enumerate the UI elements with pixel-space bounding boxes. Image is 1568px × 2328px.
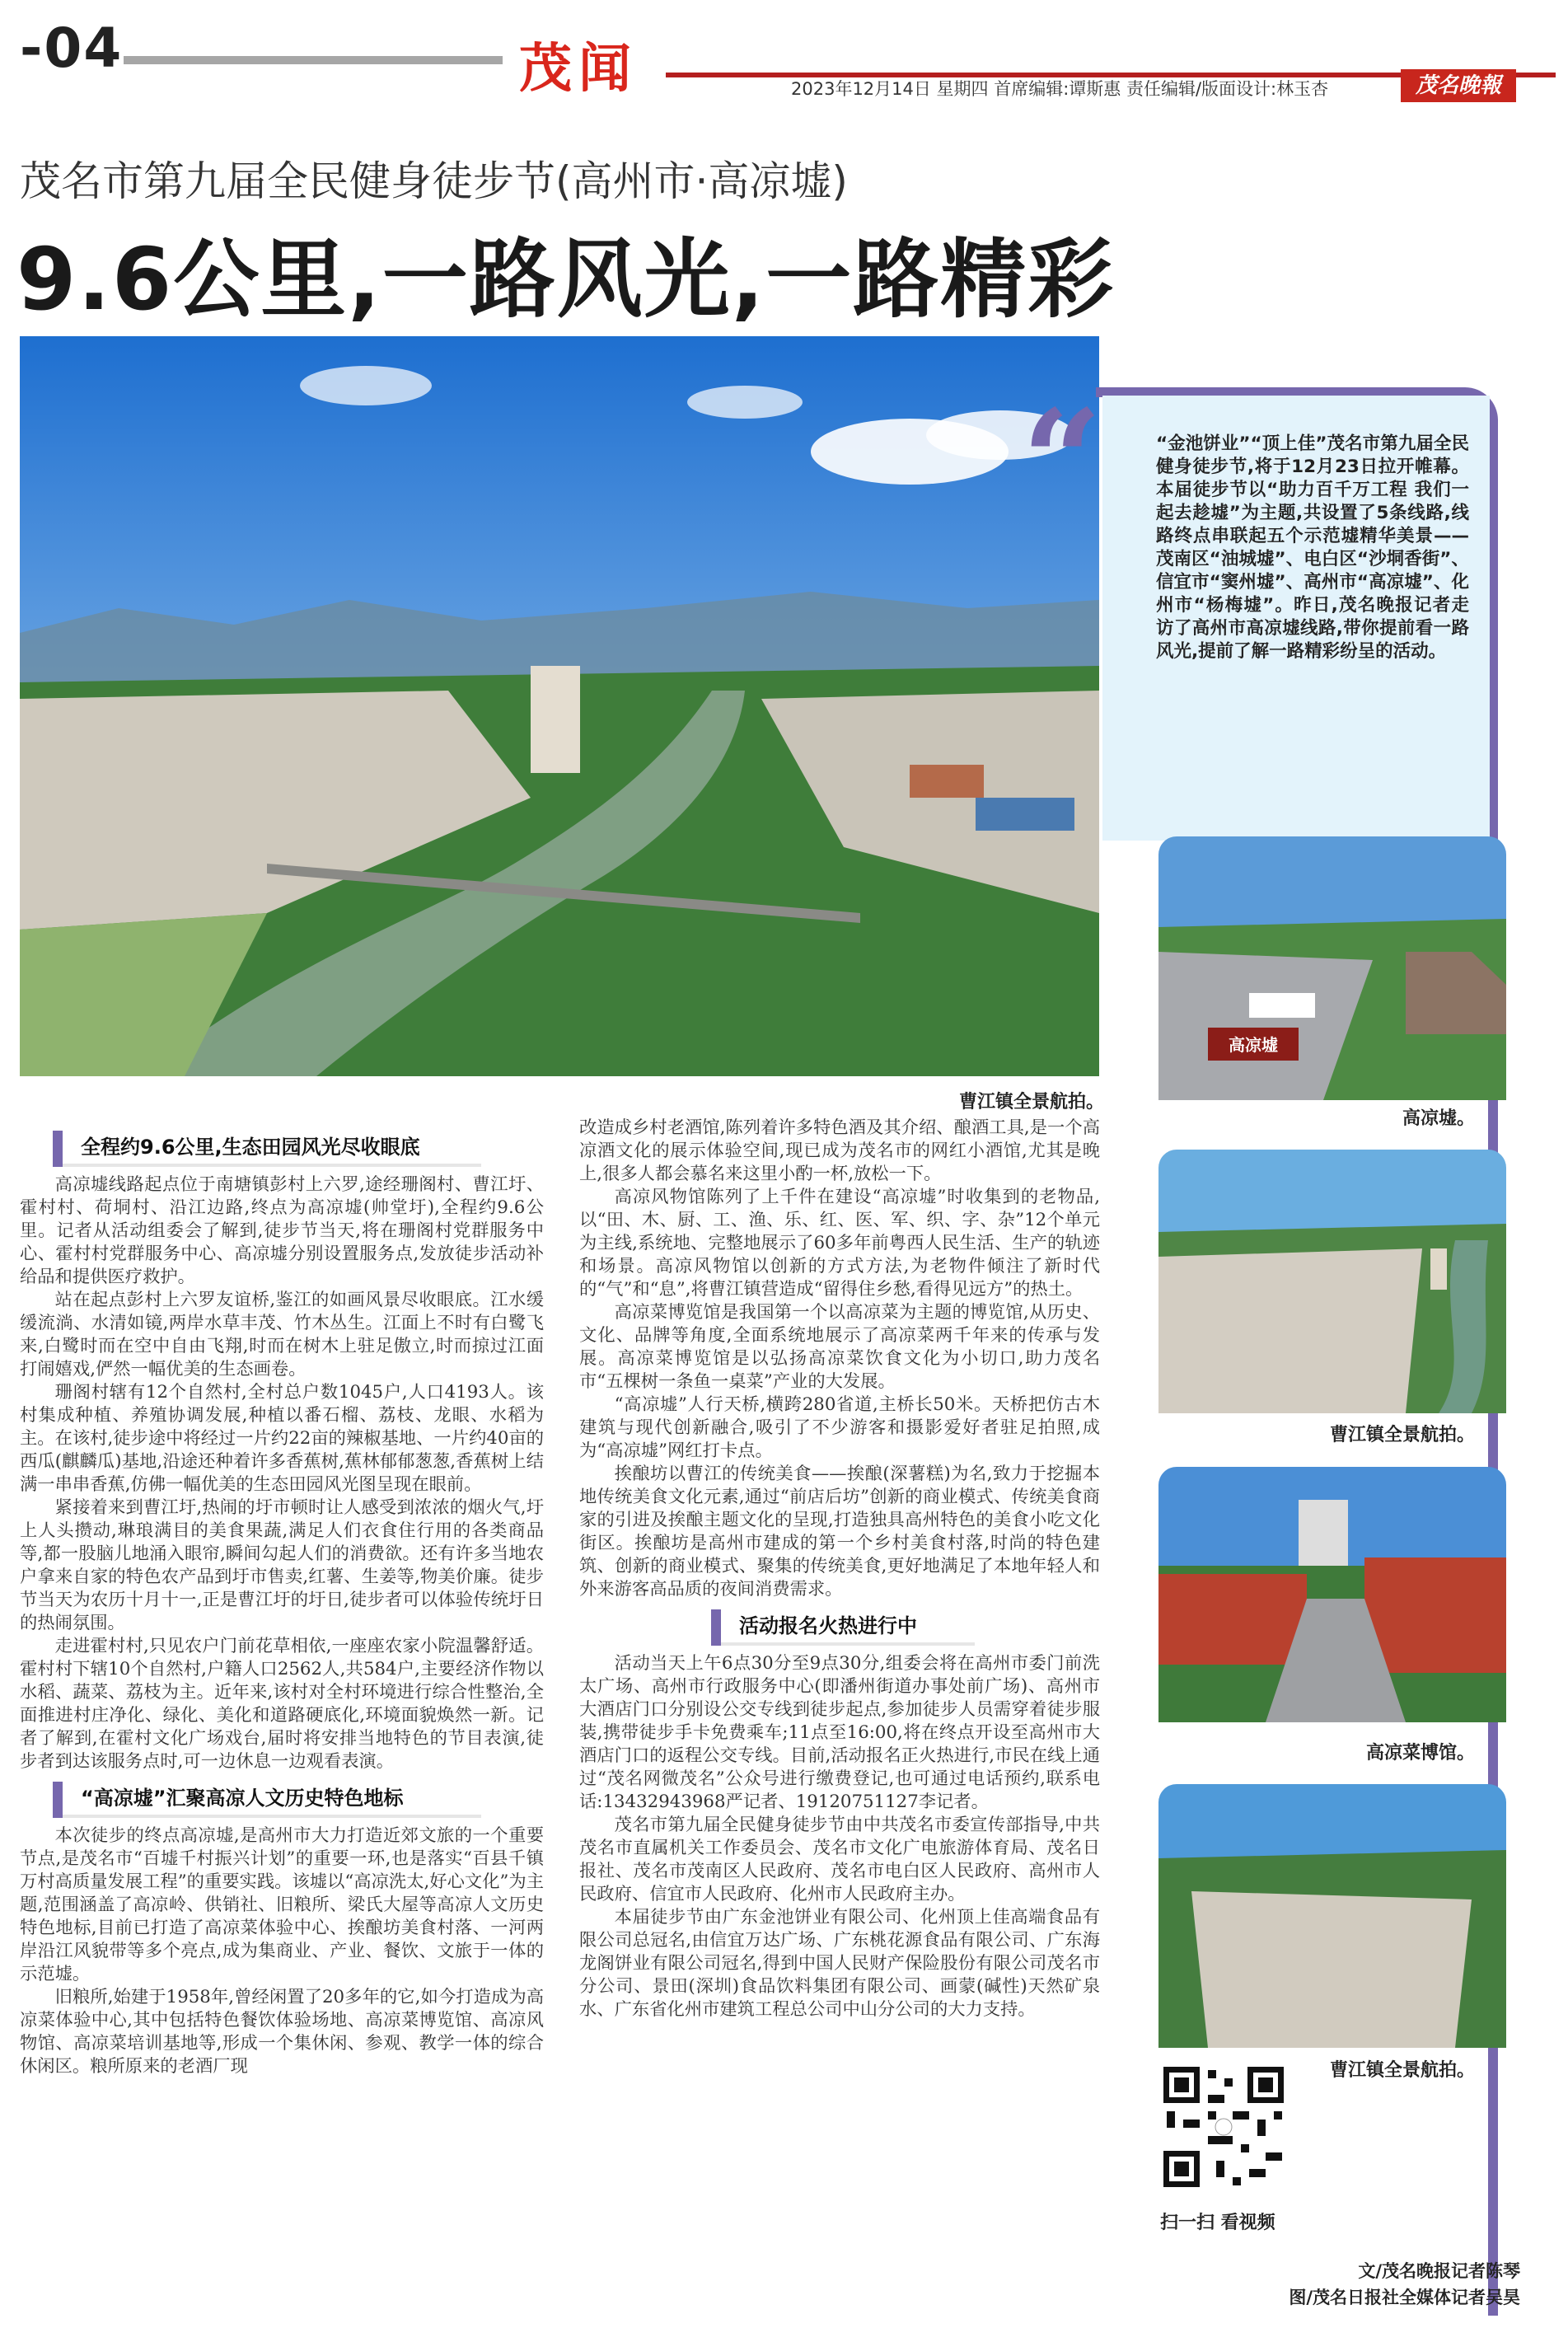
article-column-2 xyxy=(579,1117,1100,2320)
qr-caption: 扫一扫 看视频 xyxy=(1160,2213,1275,2233)
qr-code[interactable] xyxy=(1158,2062,1289,2192)
section-heading-1: 全程约9.6公里,生态田园风光尽收眼底 xyxy=(53,1131,481,1167)
paragraph: 高凉菜博览馆是我国第一个以高凉菜为主题的博览馆,从历史、文化、品牌等角度,全面系统地展示了高凉菜两千年来的传承与发展。高凉菜博览馆是以弘扬高凉菜饮食文化为小切口,助力茂名市“五棵树一条鱼一桌菜”产业的大发展。 xyxy=(579,1302,1100,1392)
side-photo-aerial-4 xyxy=(1158,1784,1506,2048)
qr-code-graphic xyxy=(1158,2062,1289,2192)
headline-subtitle: 茂名市第九届全民健身徒步节(高州市·高凉墟) xyxy=(20,157,848,205)
header-info: 2023年12月14日 星期四 首席编辑:谭斯惠 责任编辑/版面设计:林玉杏 xyxy=(791,79,1329,99)
side-photo-museum xyxy=(1158,1467,1506,1722)
paragraph: 改造成乡村老酒馆,陈列着许多特色酒及其介绍、酿酒工具,是一个高凉酒文化的展示体验空间,现已成为茂名市的网红小酒馆,尤其是晚上,很多人都会慕名来这里小酌一杯,放松一下。 xyxy=(579,1117,1100,1184)
section-name: 茂闻 xyxy=(519,39,638,100)
quote-mark-icon: “ xyxy=(1022,379,1102,544)
headline-title: 9.6公里,一路风光,一路精彩 xyxy=(16,229,1116,330)
side-photo-3-graphic xyxy=(1158,1467,1506,1722)
gaoliangxu-sign-text: 高凉墟 xyxy=(1229,1035,1278,1055)
paragraph: 旧粮所,始建于1958年,曾经闲置了20多年的它,如今打造成为高凉菜体验中心,其中包括特色餐饮体验场地、高凉菜博览馆、高凉风物馆、高凉菜培训基地等,形成一个集休闲、参观、教学一体的综合休闲区。粮所原来的老酒厂现 xyxy=(20,1987,544,2077)
side-caption-2: 曹江镇全景航拍。 xyxy=(1329,1425,1475,1445)
paragraph: 紧接着来到曹江圩,热闹的圩市顿时让人感受到浓浓的烟火气,圩上人头攒动,琳琅满目的美食果蔬,满足人们衣食住行用的各类商品等,都一股脑儿地涌入眼帘,瞬间勾起人们的消费欲。还有许多当地农户拿来自家的特色农产品到圩市售卖,红薯、生姜等,物美价廉。徒步节当天为农历十月十一,正是曹江圩的圩日,徒步者可以体验传统圩日的热闹氛围。 xyxy=(20,1497,544,1633)
side-caption-3: 高凉菜博馆。 xyxy=(1365,1743,1475,1764)
paragraph: “高凉墟”人行天桥,横跨280省道,主桥长50米。天桥把仿古木建筑与现代创新融合,吸引了不少游客和摄影爱好者驻足拍照,成为“高凉墟”网红打卡点。 xyxy=(579,1394,1100,1461)
paragraph: 挨酿坊以曹江的传统美食——挨酿(深薯糕)为名,致力于挖掘本地传统美食文化元素,通过“前店后坊”创新的商业模式、传统美食商家的引进及挨酿主题文化的呈现,打造独具高州特色的美食小吃文化街区。挨酿坊是高州市建成的第一个乡村美食村落,时尚的特色建筑、创新的商业模式、聚集的传统美食,更好地满足了本地年轻人和外来游客高品质的夜间消费需求。 xyxy=(579,1464,1100,1600)
paragraph: 茂名市第九届全民健身徒步节由中共茂名市委宣传部指导,中共茂名市直属机关工作委员会、茂名市文化广电旅游体育局、茂名日报社、茂名市茂南区人民政府、茂名市电白区人民政府、高州市人民政府、信宜市人民政府、化州市人民政府主办。 xyxy=(579,1815,1100,1904)
side-photo-4-graphic xyxy=(1158,1784,1506,2048)
side-photo-gaoliangxu xyxy=(1158,836,1506,1100)
article-column-1 xyxy=(20,1122,544,2317)
side-photo-2-graphic xyxy=(1158,1150,1506,1413)
intro-text: “金池饼业”“顶上佳”茂名市第九届全民健身徒步节,将于12月23日拉开帷幕。本届徒步节以“助力百千万工程 我们一起去趁墟”为主题,共设置了5条线路,线路终点串联起五个示范墟精华美景——茂南区“油城墟”、电白区“沙垌香街”、信宜市“窦州墟”、高州市“高凉墟”、化州市“杨梅墟”。昨日,茂名晚报记者走访了高州市高凉墟线路,带你提前看一路风光,提前了解一路精彩纷呈的活动。 xyxy=(1156,433,1469,662)
side-caption-1: 高凉墟。 xyxy=(1402,1108,1475,1129)
paragraph: 本届徒步节由广东金池饼业有限公司、化州顶上佳高端食品有限公司总冠名,由信宜万达广场、广东桃花源食品有限公司、广东海龙阁饼业有限公司冠名,得到中国人民财产保险股份有限公司茂名市分公司、景田(深圳)食品饮料集团有限公司、画蒙(碱性)天然矿泉水、广东省化州市建筑工程总公司中山分公司的大力支持。 xyxy=(579,1907,1100,2020)
main-aerial-photo xyxy=(20,336,1099,1076)
side-caption-4: 曹江镇全景航拍。 xyxy=(1329,2060,1475,2081)
byline-photographer: 图/茂名日报社全媒体记者吴昊 xyxy=(1289,2288,1520,2307)
paragraph: 活动当天上午6点30分至9点30分,组委会将在高州市委门前洗太广场、高州市行政服务中心(即潘州街道办事处前广场)、高州市大酒店门口分别设公交专线到徒步起点,参加徒步人员需穿着徒步服装,携带徒步手卡免费乘车;11点至16:00,将在终点开设至高州市大酒店门口的返程公交专线。目前,活动报名正火热进行,市民在线上通过“茂名网微茂名”公众号进行缴费登记,也可通过电话预约,联系电话:13432943968严记者、19120751127李记者。 xyxy=(579,1653,1100,1812)
byline-writer: 文/茂名晚报记者陈琴 xyxy=(1358,2261,1520,2281)
main-photo-caption: 曹江镇全景航拍。 xyxy=(958,1092,1104,1112)
section-heading-3: 活动报名火热进行中 xyxy=(711,1609,975,1646)
paragraph: 珊阁村辖有12个自然村,全村总户数1045户,人口4193人。该村集成种植、养殖协调发展,种植以番石榴、荔枝、龙眼、水稻为主。在该村,徒步途中将经过一片约22亩的辣椒基地、一片约40亩的西瓜(麒麟瓜)基地,沿途还种着许多香蕉树,蕉林郁郁葱葱,香蕉树上结满一串串香蕉,仿佛一幅优美的生态田园风光图呈现在眼前。 xyxy=(20,1382,544,1495)
section-heading-2: “高凉墟”汇聚高凉人文历史特色地标 xyxy=(53,1782,481,1818)
side-photo-1-graphic xyxy=(1158,836,1506,1100)
side-photo-aerial-2 xyxy=(1158,1150,1506,1413)
newspaper-logo: 茂名晚報 xyxy=(1401,69,1516,102)
paragraph: 高凉墟线路起点位于南塘镇彭村上六罗,途经珊阁村、曹江圩、霍村村、荷垌村、沿江边路,终点为高凉墟(帅堂圩),全程约9.6公里。记者从活动组委会了解到,徒步节当天,将在珊阁村党群服务中心、霍村村党群服务中心、高凉墟分别设置服务点,发放徒步活动补给品和提供医疗救护。 xyxy=(20,1174,544,1287)
page-number: -04 xyxy=(20,16,124,80)
paragraph: 走进霍村村,只见农户门前花草相依,一座座农家小院温馨舒适。霍村村下辖10个自然村,户籍人口2562人,共584户,主要经济作物以水稻、蔬菜、荔枝为主。近年来,该村对全村环境进行综合性整治,全面推进村庄净化、绿化、美化和道路硬底化,环境面貌焕然一新。记者了解到,在霍村文化广场戏台,届时将安排当地特色的节目表演,徒步者到达该服务点时,可一边休息一边观看表演。 xyxy=(20,1636,544,1772)
header-rule xyxy=(124,56,503,64)
aerial-photo-graphic xyxy=(20,336,1099,1076)
paragraph: 高凉风物馆陈列了上千件在建设“高凉墟”时收集到的老物品,以“田、木、厨、工、渔、乐、红、医、军、织、字、杂”12个单元为主线,系统地、完整地展示了60多年前粤西人民生活、生产的轨迹和场景。高凉风物馆以创新的方式方法,为老物件倾注了新时代的“气”和“息”,将曹江镇营造成“留得住乡愁,看得见远方”的热土。 xyxy=(579,1187,1100,1300)
paragraph: 站在起点彭村上六罗友谊桥,鉴江的如画风景尽收眼底。江水缓缓流淌、水清如镜,两岸水草丰茂、竹木丛生。江面上不时有白鹭飞来,白鹭时而在空中自由飞翔,时而在树木上驻足傲立,时而掠过江面打闹嬉戏,俨然一幅优美的生态画卷。 xyxy=(20,1290,544,1379)
paragraph: 本次徒步的终点高凉墟,是高州市大力打造近郊文旅的一个重要节点,是茂名市“百墟千村振兴计划”的重要一环,也是落实“百县千镇万村高质量发展工程”的重要实践。该墟以“高凉洗太,好心文化”为主题,范围涵盖了高凉岭、供销社、旧粮所、梁氏大屋等高凉人文历史特色地标,目前已打造了高凉菜体验中心、挨酿坊美食村落、一河两岸沿江风貌带等多个亮点,成为集商业、产业、餐饮、文旅于一体的示范墟。 xyxy=(20,1825,544,1984)
